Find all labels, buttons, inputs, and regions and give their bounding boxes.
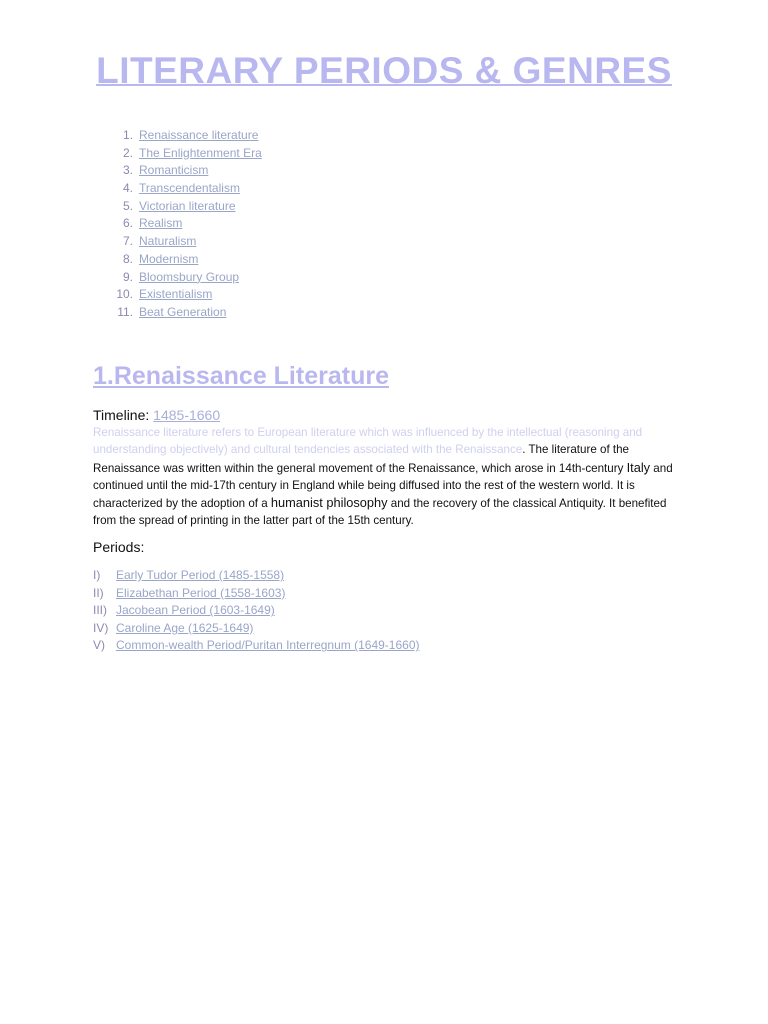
paragraph-text: and continued until the mid-17th century in England while being diffused into the rest of the western world. It is characterized by the adoption of a	[93, 461, 673, 511]
toc-link-enlightenment[interactable]: The Enlightenment Era	[139, 145, 262, 160]
toc-item	[110, 304, 262, 322]
period-number: V)	[93, 638, 105, 653]
toc-number: 10.	[116, 287, 133, 302]
period-link[interactable]: Caroline Age (1625-1649)	[116, 620, 254, 635]
paragraph-text: and the recovery of the classical Antiquity. It benefited from the spread of printing in the latter part of the 15th century.	[93, 497, 667, 528]
period-item	[93, 620, 420, 638]
period-link[interactable]: Common-wealth Period/Puritan Interregnum (1649-1660)	[116, 638, 420, 653]
toc-item	[110, 162, 262, 180]
period-item	[93, 602, 420, 620]
period-item	[93, 567, 420, 585]
period-link[interactable]: Jacobean Period (1603-1649)	[116, 603, 275, 618]
timeline-value[interactable]: 1485-1660	[153, 407, 221, 423]
period-number: I)	[93, 568, 101, 582]
toc-number: 5.	[122, 198, 133, 213]
toc-number: 7.	[122, 234, 133, 249]
periods-list	[93, 567, 420, 655]
toc-number: 9.	[122, 269, 133, 284]
section-paragraph	[93, 424, 679, 530]
document-title: LITERARY PERIODS & GENRES	[96, 50, 672, 91]
toc-item	[110, 233, 262, 251]
toc-number: 3.	[122, 163, 133, 178]
period-number: II)	[93, 585, 104, 600]
toc-item	[110, 145, 262, 163]
paragraph-faded-text: Renaissance literature refers to European literature which was influenced by the intellectual (reasoning and understanding objectively) and cultural tendencies associated with the Renaissance	[93, 426, 643, 457]
toc-number: 1.	[122, 128, 133, 142]
paragraph-text: . The literature of the Renaissance was written within the general movement of the Renaissance, which arose in 14th-century	[93, 443, 630, 475]
period-item	[93, 637, 420, 655]
toc-number: 8.	[122, 251, 133, 266]
toc-link-transcendentalism[interactable]: Transcendentalism	[139, 181, 240, 196]
toc-item	[110, 180, 262, 198]
toc-link-bloomsbury[interactable]: Bloomsbury Group	[139, 269, 240, 284]
period-item	[93, 585, 420, 603]
toc-link-victorian[interactable]: Victorian literature	[139, 198, 236, 213]
toc-link-renaissance[interactable]: Renaissance literature	[139, 128, 259, 142]
timeline-label: Timeline:	[93, 407, 150, 423]
toc-number: 2.	[122, 145, 133, 160]
toc-link-existentialism[interactable]: Existentialism	[139, 287, 213, 302]
paragraph-humanist: humanist philosophy	[270, 495, 388, 511]
toc-number: 4.	[122, 181, 133, 196]
period-link[interactable]: Early Tudor Period (1485-1558)	[116, 568, 285, 582]
toc-item	[110, 286, 262, 304]
toc-link-realism[interactable]: Realism	[139, 216, 183, 231]
periods-label: Periods:	[93, 539, 145, 555]
toc-link-naturalism[interactable]: Naturalism	[139, 234, 197, 249]
toc-link-romanticism[interactable]: Romanticism	[139, 163, 209, 178]
toc-item	[110, 251, 262, 269]
toc-link-modernism[interactable]: Modernism	[139, 251, 199, 266]
timeline	[93, 406, 220, 424]
period-number: III)	[93, 603, 107, 618]
toc-link-beat-generation[interactable]: Beat Generation	[139, 304, 227, 319]
period-number: IV)	[93, 620, 109, 635]
period-link[interactable]: Elizabethan Period (1558-1603)	[116, 585, 286, 600]
toc-item	[110, 215, 262, 233]
section-heading[interactable]: 1.Renaissance Literature	[93, 362, 389, 390]
toc-number: 6.	[122, 216, 133, 231]
paragraph-italy: Italy	[626, 459, 651, 475]
table-of-contents	[110, 127, 262, 322]
toc-item	[110, 127, 262, 145]
toc-number: 11.	[117, 304, 133, 319]
toc-item	[110, 198, 262, 216]
toc-item	[110, 269, 262, 287]
